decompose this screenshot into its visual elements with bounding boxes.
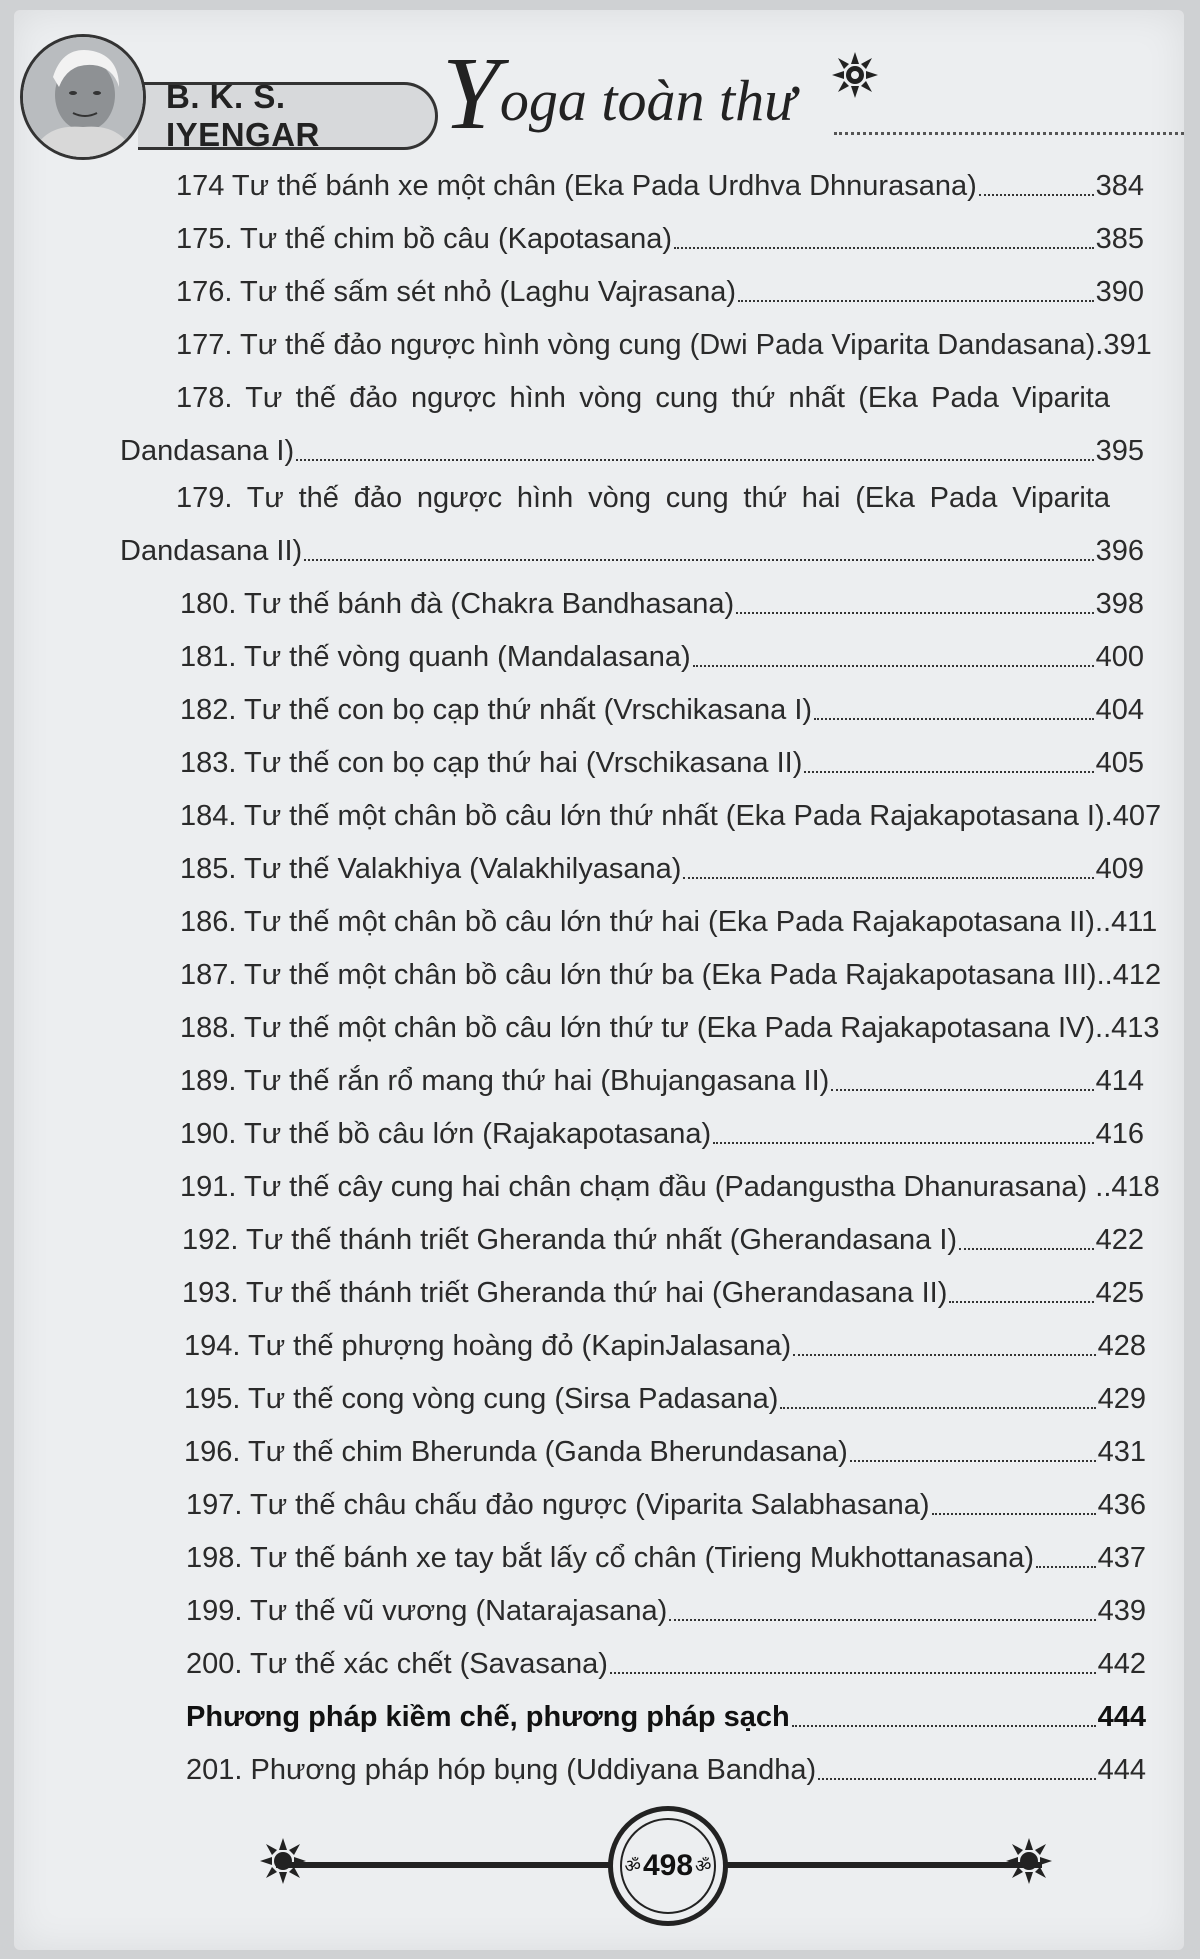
toc-entry-page: 414: [1095, 1065, 1144, 1097]
toc-entry: [186, 1542, 1146, 1575]
toc-entry-label: 190. Tư thế bồ câu lớn (Rajakapotasana): [180, 1118, 712, 1150]
toc-entry-page: 428: [1097, 1330, 1146, 1362]
toc-entry-page: 439: [1097, 1595, 1146, 1627]
toc-entry-page: 431: [1097, 1436, 1146, 1468]
toc-entry-page: 444: [1097, 1754, 1146, 1786]
toc-entry: [186, 1595, 1146, 1628]
toc-entry-label: 187. Tư thế một chân bồ câu lớn thứ ba (Eka Pada Rajakapotasana III)..: [180, 959, 1113, 991]
toc-leader-dots: [979, 194, 1094, 196]
toc-entry-label: 196. Tư thế chim Bherunda (Ganda Bherundasana): [184, 1436, 848, 1468]
author-name: B. K. S. IYENGAR: [138, 82, 438, 150]
toc-entry: [182, 1277, 1144, 1310]
toc-entry-label-line2: Dandasana II): [120, 535, 303, 567]
toc-entry: [120, 535, 1144, 568]
toc-entry-page: 425: [1095, 1277, 1144, 1309]
toc-entry-label: 200. Tư thế xác chết (Savasana): [186, 1648, 608, 1680]
toc-entry-page: 442: [1097, 1648, 1146, 1680]
toc-entry-label: 197. Tư thế châu chấu đảo ngược (Viparita Salabhasana): [186, 1489, 930, 1521]
lotus-flower-icon: [1006, 1838, 1052, 1889]
lotus-flower-icon: [260, 1838, 306, 1889]
toc-entry: [180, 800, 1162, 833]
toc-entry: [180, 1012, 1160, 1045]
toc-entry-label: 193. Tư thế thánh triết Gheranda thứ hai (Gherandasana II): [182, 1277, 948, 1309]
toc-entry-label: 177. Tư thế đảo ngược hình vòng cung (Dwi Pada Viparita Dandasana): [176, 329, 1096, 361]
toc-leader-dots: [932, 1513, 1096, 1515]
toc-entry-label: 181. Tư thế vòng quanh (Mandalasana): [180, 641, 691, 673]
toc-entry-label: 180. Tư thế bánh đà (Chakra Bandhasana): [180, 588, 735, 620]
toc-entry: [186, 1489, 1146, 1522]
om-symbol-icon: ॐ: [624, 1856, 641, 1876]
toc-entry-page: 385: [1095, 223, 1144, 255]
book-title-initial: Y: [442, 36, 500, 151]
toc-leader-dots: [693, 665, 1094, 667]
toc-entry-label: 195. Tư thế cong vòng cung (Sirsa Padasana): [184, 1383, 779, 1415]
toc-entry-page: 437: [1097, 1542, 1146, 1574]
toc-entry: [176, 223, 1144, 256]
toc-entry-page: 390: [1095, 276, 1144, 308]
toc-entry-page: .391: [1095, 329, 1152, 361]
toc-leader-dots: [674, 247, 1094, 249]
toc-entry: [176, 276, 1144, 309]
toc-entry: [184, 1436, 1146, 1469]
toc-entry-label: Phương pháp kiềm chế, phương pháp sạch: [186, 1701, 790, 1733]
toc-entry: [180, 906, 1158, 939]
toc-entry-page: 395: [1095, 435, 1144, 467]
toc-entry-page: 384: [1095, 170, 1144, 202]
toc-entry: [180, 1118, 1144, 1151]
toc-entry-page: 404: [1095, 694, 1144, 726]
toc-leader-dots: [683, 877, 1093, 879]
toc-leader-dots: [959, 1248, 1094, 1250]
toc-leader-dots: [793, 1354, 1095, 1356]
toc-entry-label: 185. Tư thế Valakhiya (Valakhilyasana): [180, 853, 682, 885]
toc-entry: [180, 959, 1162, 992]
toc-entry: [180, 588, 1144, 621]
toc-entry-label: 194. Tư thế phượng hoàng đỏ (KapinJalasana): [184, 1330, 792, 1362]
toc-entry-page: 429: [1097, 1383, 1146, 1415]
toc-leader-dots: [1036, 1566, 1096, 1568]
toc-leader-dots: [818, 1778, 1095, 1780]
toc-entry-page: 405: [1095, 747, 1144, 779]
page-number: 498: [642, 1849, 694, 1882]
toc-entry-label: 186. Tư thế một chân bồ câu lớn thứ hai (Eka Pada Rajakapotasana II)..: [180, 906, 1112, 938]
om-symbol-icon: ॐ: [695, 1856, 712, 1876]
toc-entry: [180, 694, 1144, 727]
toc-entry: [180, 747, 1144, 780]
toc-leader-dots: [850, 1460, 1096, 1462]
toc-entry-label-line2: Dandasana I): [120, 435, 295, 467]
page-number-ring: [620, 1818, 716, 1914]
toc-entry: [186, 1648, 1146, 1681]
toc-entry-label: 184. Tư thế một chân bồ câu lớn thứ nhất (Eka Pada Rajakapotasana I).: [180, 800, 1113, 832]
toc-entry-label: 174 Tư thế bánh xe một chân (Eka Pada Urdhva Dhnurasana): [176, 170, 977, 202]
toc-leader-dots: [669, 1619, 1095, 1621]
toc-leader-dots: [814, 718, 1094, 720]
toc-entry-page: 416: [1095, 1118, 1144, 1150]
toc-entry: [182, 1224, 1144, 1257]
book-page: [14, 10, 1184, 1950]
toc-entry: [186, 1754, 1146, 1787]
toc-entry-page: 396: [1095, 535, 1144, 567]
toc-entry-label: 175. Tư thế chim bồ câu (Kapotasana): [176, 223, 673, 255]
toc-entry-label-line1: 178. Tư thế đảo ngược hình vòng cung thứ nhất (Eka Pada Viparita: [176, 382, 1110, 414]
toc-entry-label: 192. Tư thế thánh triết Gheranda thứ nhất (Gherandasana I): [182, 1224, 958, 1256]
toc-entry: [176, 329, 1152, 362]
toc-entry: [180, 1065, 1144, 1098]
toc-leader-dots: [736, 612, 1093, 614]
toc-entry-page: 398: [1095, 588, 1144, 620]
toc-entry-label: 191. Tư thế cây cung hai chân chạm đầu (Padangustha Dhanurasana) ..: [180, 1171, 1112, 1203]
toc-entry: [184, 1383, 1146, 1416]
toc-leader-dots: [949, 1301, 1093, 1303]
toc-entry-page: 409: [1095, 853, 1144, 885]
toc-entry-label-line1: 179. Tư thế đảo ngược hình vòng cung thứ hai (Eka Pada Viparita: [176, 482, 1110, 514]
toc-leader-dots: [792, 1725, 1096, 1727]
toc-entry-label: 198. Tư thế bánh xe tay bắt lấy cổ chân (Tirieng Mukhottanasana): [186, 1542, 1035, 1574]
toc-entry-page: 413: [1111, 1012, 1160, 1044]
toc-leader-dots: [610, 1672, 1096, 1674]
toc-leader-dots: [713, 1142, 1093, 1144]
toc-entry-label: 188. Tư thế một chân bồ câu lớn thứ tư (Eka Pada Rajakapotasana IV)..: [180, 1012, 1112, 1044]
toc-leader-dots: [296, 459, 1093, 461]
book-title-rest: oga toàn thư: [499, 68, 796, 133]
toc-section-heading: [186, 1701, 1146, 1734]
toc-leader-dots: [780, 1407, 1095, 1409]
toc-entry: [176, 170, 1144, 203]
toc-entry-page: 407: [1112, 800, 1162, 832]
toc-leader-dots: [738, 300, 1094, 302]
toc-leader-dots: [304, 559, 1093, 561]
toc-entry-page: 412: [1112, 959, 1162, 991]
toc-entry-label: 189. Tư thế rắn rổ mang thứ hai (Bhujangasana II): [180, 1065, 830, 1097]
toc-entry-label: 201. Phương pháp hóp bụng (Uddiyana Bandha): [186, 1754, 817, 1786]
toc-entry: [180, 1171, 1160, 1204]
toc-entry: [184, 1330, 1146, 1363]
table-of-contents: [14, 10, 1184, 1950]
page-number-badge: [608, 1806, 728, 1926]
toc-entry: [180, 641, 1144, 674]
toc-entry-page: 400: [1095, 641, 1144, 673]
toc-entry-label: 183. Tư thế con bọ cạp thứ hai (Vrschikasana II): [180, 747, 803, 779]
toc-leader-dots: [831, 1089, 1093, 1091]
toc-entry-page: 436: [1097, 1489, 1146, 1521]
toc-entry-page: 422: [1095, 1224, 1144, 1256]
toc-entry-label: 176. Tư thế sấm sét nhỏ (Laghu Vajrasana): [176, 276, 737, 308]
toc-entry: [180, 853, 1144, 886]
toc-entry: [120, 435, 1144, 468]
toc-entry-label: 199. Tư thế vũ vương (Natarajasana): [186, 1595, 668, 1627]
toc-leader-dots: [804, 771, 1093, 773]
toc-entry-label: 182. Tư thế con bọ cạp thứ nhất (Vrschikasana I): [180, 694, 813, 726]
toc-entry-page: 444: [1097, 1701, 1146, 1733]
toc-entry-page: 411: [1111, 906, 1158, 938]
toc-entry-page: 418: [1111, 1171, 1160, 1203]
